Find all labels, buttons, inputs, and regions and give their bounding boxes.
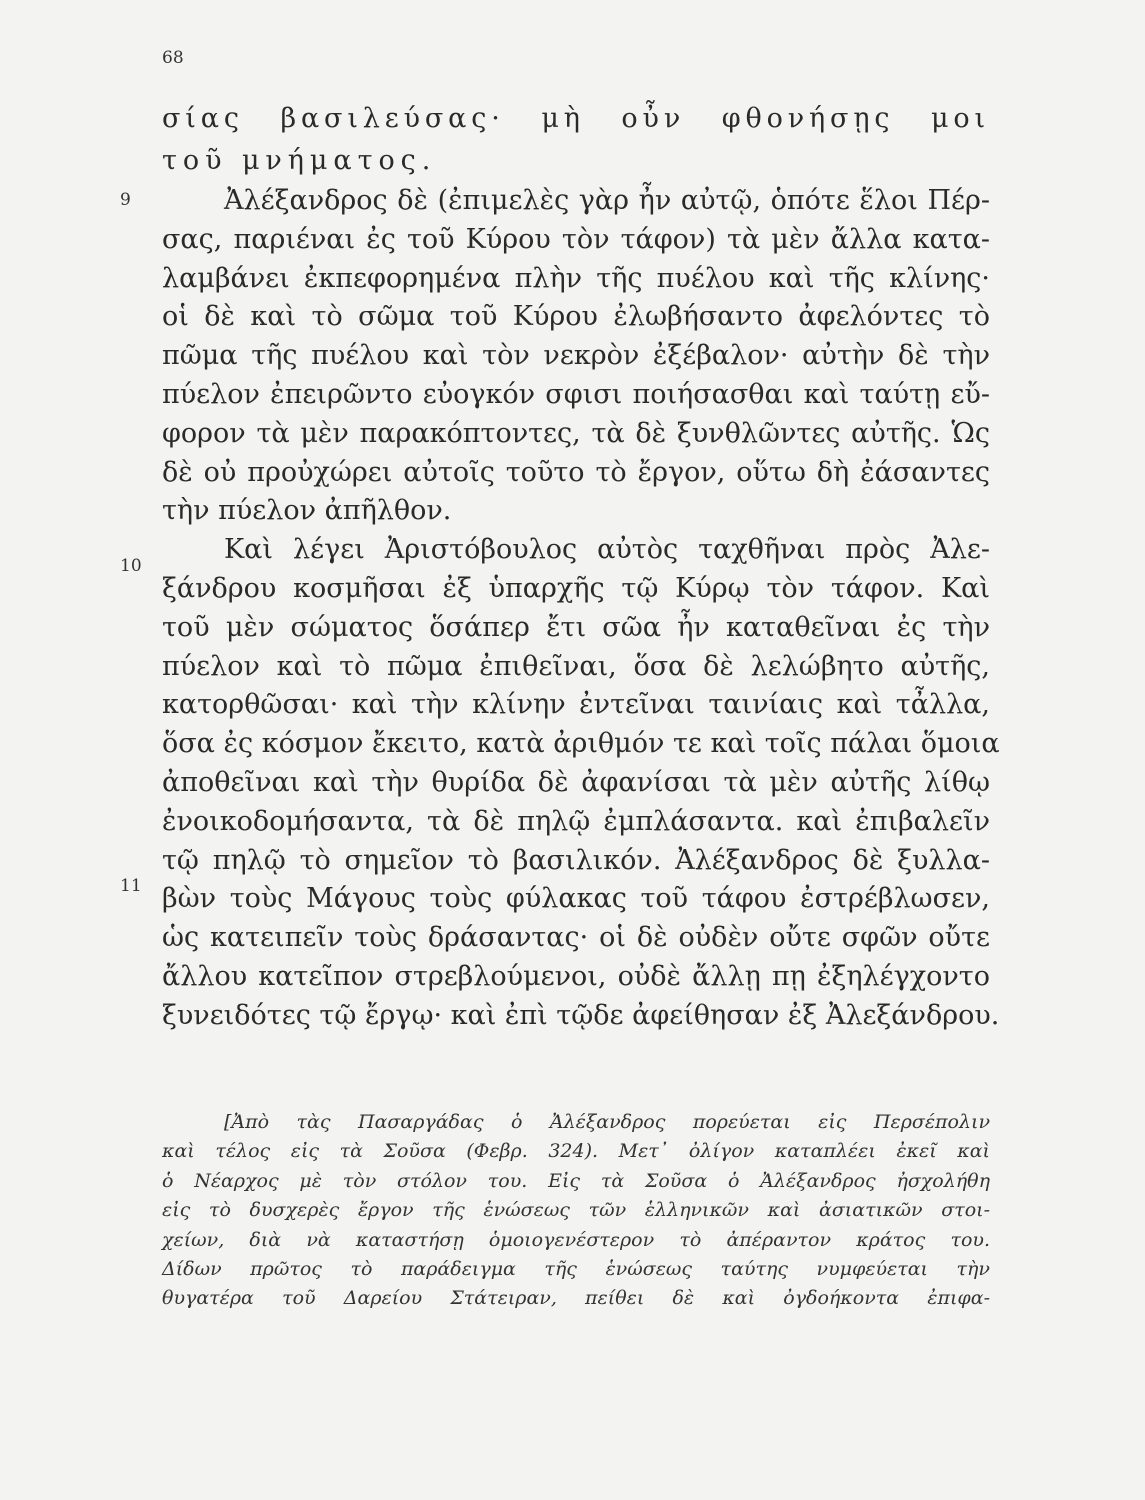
text-line: τῷ πηλῷ τὸ σημεῖον τὸ βασιλικόν. Ἀλέξανδρος δὲ ξυλλα- — [162, 844, 990, 876]
text-line: πύελον ἐπειρῶντο εὐογκόν σφισι ποιήσασθαι καὶ ταύτῃ εὔ- — [162, 378, 990, 410]
text-line: δὲ οὐ προὐχώρει αὐτοῖς τοῦτο τὸ ἔργον, οὕτω δὴ ἐάσαντες — [162, 456, 990, 488]
text-line: ἄλλου κατεῖπον στρεβλούμενοι, οὐδὲ ἄλλῃ πῃ ἐξηλέγχοντο — [162, 960, 990, 992]
spaced-verse — [162, 98, 990, 182]
note-line: θυγατέρα τοῦ Δαρείου Στάτειραν, πείθει δὲ καὶ ὀγδοήκοντα ἐπιφα- — [162, 1287, 990, 1310]
text-line: κατορθῶσαι· καὶ τὴν κλίνην ἐντεῖναι ταινίαις καὶ τἆλλα, — [162, 689, 990, 721]
text-line: ἀποθεῖναι καὶ τὴν θυρίδα δὲ ἀφανίσαι τὰ μὲν αὐτῆς λίθῳ — [162, 766, 990, 798]
text-line: ξάνδρου κοσμῆσαι ἐξ ὑπαρχῆς τῷ Κύρῳ τὸν τάφον. Καὶ — [162, 572, 990, 604]
spaced-line: σίας βασιλεύσας· μὴ οὖν φθονήσῃς μοι — [162, 103, 990, 134]
spaced-line: τοῦ μνήματος. — [162, 145, 437, 176]
text-line: ἐνοικοδομήσαντα, τὰ δὲ πηλῷ ἐμπλάσαντα. καὶ ἐπιβαλεῖν — [162, 805, 990, 837]
note-line: [Ἀπὸ τὰς Πασαργάδας ὁ Ἀλέξανδρος πορεύεται εἰς Περσέπολιν — [224, 1111, 990, 1133]
text-line: ὡς κατειπεῖν τοὺς δράσαντας· οἱ δὲ οὐδὲν οὔτε σφῶν οὔτε — [162, 922, 990, 954]
section-marker-10: 10 — [120, 556, 142, 576]
note-line: Δίδων πρῶτος τὸ παράδειγμα τῆς ἑνώσεως ταύτης νυμφεύεται τὴν — [162, 1258, 990, 1281]
text-line: πύελον καὶ τὸ πῶμα ἐπιθεῖναι, ὅσα δὲ λελώβητο αὐτῆς, — [162, 650, 990, 682]
note-line: καὶ τέλος εἰς τὰ Σοῦσα (Φεβρ. 324). Μετ᾽ ὀλίγον καταπλέει ἐκεῖ καὶ — [162, 1140, 990, 1163]
text-line: πῶμα τῆς πυέλου καὶ τὸν νεκρὸν ἐξέβαλον· αὐτὴν δὲ τὴν — [162, 340, 990, 372]
note-line: χείων, διὰ νὰ καταστήσῃ ὁμοιογενέστερον τὸ ἀπέραντον κράτος του. — [162, 1228, 990, 1251]
text-line: ὅσα ἐς κόσμον ἔκειτο, κατὰ ἀριθμόν τε καὶ τοῖς πάλαι ὅμοια — [162, 728, 1000, 760]
note-line: ὁ Νέαρχος μὲ τὸν στόλον του. Εἰς τὰ Σοῦσα ὁ Ἀλέξανδρος ἠσχολήθη — [162, 1169, 990, 1192]
text-line: τοῦ μὲν σώματος ὅσάπερ ἔτι σῶα ἦν καταθεῖναι ἐς τὴν — [162, 611, 990, 643]
main-text — [162, 182, 1000, 1036]
text-line: οἱ δὲ καὶ τὸ σῶμα τοῦ Κύρου ἐλωβήσαντο ἀφελόντες τὸ — [162, 301, 990, 333]
text-line: Καὶ λέγει Ἀριστόβουλος αὐτὸς ταχθῆναι πρὸς Ἀλε- — [224, 534, 990, 566]
text-line: τὴν πύελον ἀπῆλθον. — [162, 495, 452, 527]
note-line: εἰς τὸ δυσχερὲς ἔργον τῆς ἑνώσεως τῶν ἑλληνικῶν καὶ ἀσιατικῶν στοι- — [162, 1199, 990, 1222]
text-line: ξυνειδότες τῷ ἔργῳ· καὶ ἐπὶ τῷδε ἀφείθησαν ἐξ Ἀλεξάνδρου. — [162, 999, 1000, 1031]
text-line: λαμβάνει ἐκπεφορημένα πλὴν τῆς πυέλου καὶ τῆς κλίνης· — [162, 262, 990, 294]
text-line: βὼν τοὺς Μάγους τοὺς φύλακας τοῦ τάφου ἐστρέβλωσεν, — [162, 883, 990, 915]
section-marker-11: 11 — [120, 876, 142, 896]
section-marker-9: 9 — [120, 190, 131, 210]
text-line: φορον τὰ μὲν παρακόπτοντες, τὰ δὲ ξυνθλῶντες αὐτῆς. Ὡς — [162, 417, 990, 449]
text-line: σας, παριέναι ἐς τοῦ Κύρου τὸν τάφον) τὰ μὲν ἄλλα κατα- — [162, 223, 990, 255]
editorial-note — [162, 1108, 990, 1314]
page-number: 68 — [162, 48, 184, 68]
text-line: Ἀλέξανδρος δὲ (ἐπιμελὲς γὰρ ἦν αὐτῷ, ὁπότε ἕλοι Πέρ- — [224, 185, 990, 216]
